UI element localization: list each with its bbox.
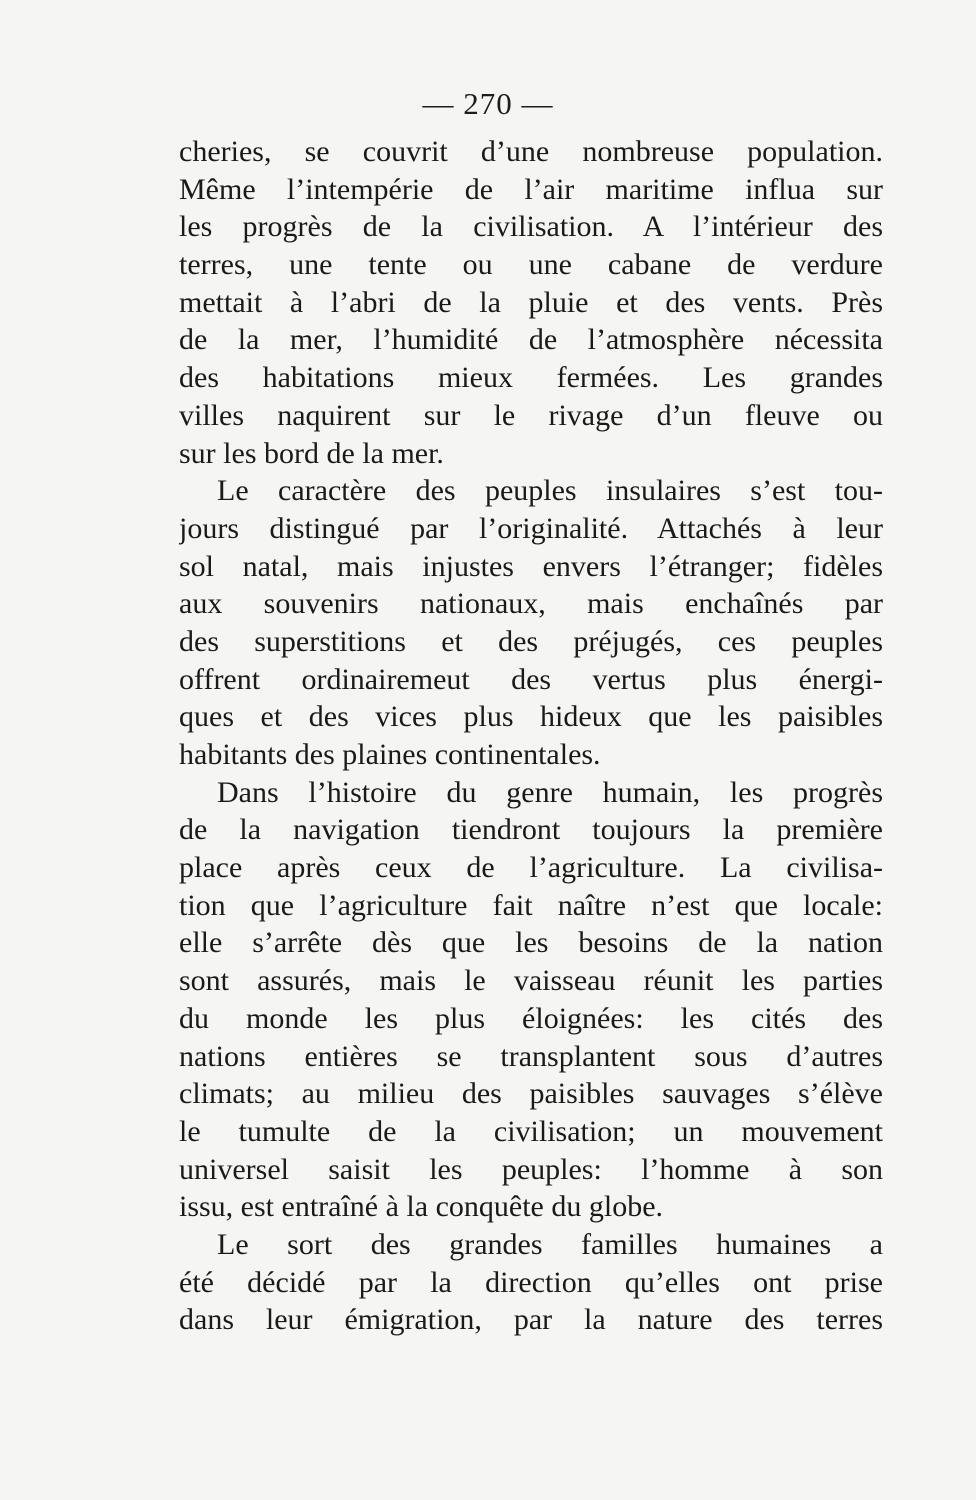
text-line: universel saisit les peuples: l’homme à son <box>179 1152 883 1186</box>
text-line: le tumulte de la civilisation; un mouvement <box>179 1114 883 1148</box>
paragraph-2 <box>179 472 883 774</box>
text-line: issu, est entraîné à la conquête du globe. <box>179 1190 664 1224</box>
text-line: place après ceux de l’agriculture. La civilisa- <box>179 851 883 885</box>
paragraph-4 <box>179 1226 883 1339</box>
paragraph-3 <box>179 774 883 1226</box>
text-line: des superstitions et des préjugés, ces peuples <box>179 624 883 658</box>
text-line: ques et des vices plus hideux que les paisibles <box>179 700 883 734</box>
text-line: climats; au milieu des paisibles sauvages s’élève <box>179 1077 883 1111</box>
text-line: été décidé par la direction qu’elles ont prise <box>179 1265 883 1299</box>
paragraph-1 <box>179 133 883 472</box>
text-line: villes naquirent sur le rivage d’un fleuve ou <box>179 398 883 432</box>
text-line: Le caractère des peuples insulaires s’est tou- <box>217 474 883 508</box>
page-number: — 270 — <box>422 86 554 121</box>
text-line: sont assurés, mais le vaisseau réunit les parties <box>179 964 883 998</box>
text-line: sol natal, mais injustes envers l’étranger; fidèles <box>179 549 883 583</box>
text-line: jours distingué par l’originalité. Attachés à leur <box>179 511 883 545</box>
text-line: tion que l’agriculture fait naître n’est que locale: <box>179 888 883 922</box>
text-line: de la navigation tiendront toujours la première <box>179 813 883 847</box>
text-line: Dans l’histoire du genre humain, les progrès <box>217 775 883 809</box>
text-line: terres, une tente ou une cabane de verdure <box>179 248 883 282</box>
text-line: nations entières se transplantent sous d’autres <box>179 1039 883 1073</box>
text-line: des habitations mieux fermées. Les grandes <box>179 361 883 395</box>
text-line: Le sort des grandes familles humaines a <box>217 1227 883 1261</box>
text-line: habitants des plaines continentales. <box>179 738 601 771</box>
text-line: offrent ordinairemeut des vertus plus énergi- <box>179 662 883 696</box>
text-line: Même l’intempérie de l’air maritime influa sur <box>179 172 883 206</box>
text-line: cheries, se couvrit d’une nombreuse population. <box>179 135 883 168</box>
text-line: les progrès de la civilisation. A l’intérieur des <box>179 210 883 244</box>
text-line: du monde les plus éloignées: les cités des <box>179 1001 883 1035</box>
text-line: de la mer, l’humidité de l’atmosphère nécessita <box>179 323 883 357</box>
body-text <box>179 133 883 1339</box>
text-line: aux souvenirs nationaux, mais enchaînés par <box>179 587 883 621</box>
text-line: elle s’arrête dès que les besoins de la nation <box>179 926 883 960</box>
text-line: sur les bord de la mer. <box>179 436 444 470</box>
text-line: mettait à l’abri de la pluie et des vents. Près <box>179 285 883 319</box>
text-line: dans leur émigration, par la nature des terres <box>179 1303 883 1337</box>
